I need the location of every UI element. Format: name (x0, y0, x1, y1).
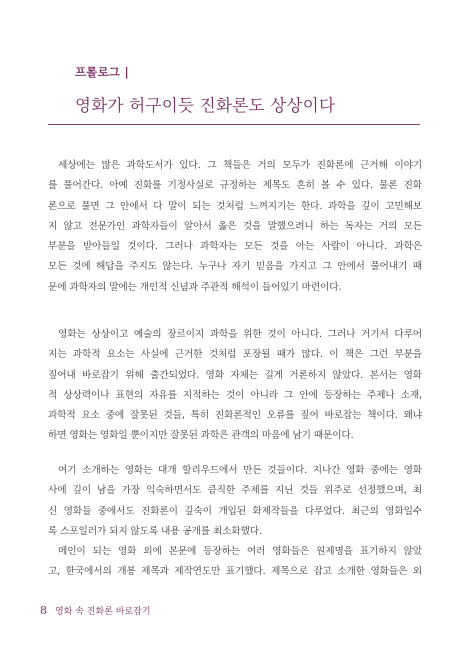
text-line: 부분을 받아들일 것이다. 그러나 과학자는 모든 것을 아는 사람이 아니다. 과학은 (48, 241, 422, 253)
text-line: 를 풀어간다. 아예 진화를 기정사실로 규정하는 제목도 흔히 볼 수 있다. 물론 진화 (48, 180, 422, 192)
text-line: 영화는 상상이고 예술의 장르이지 과학을 위한 것이 아니다. 그러나 거기서 다루어 (58, 329, 422, 340)
chapter-title: 영화가 허구이듯 진화론도 상상이다 (75, 96, 336, 115)
text-line: 과학적 요소 중에 잘못된 것들, 특히 진화론적인 오류를 짚어 바로잡는 책이다. 왜냐 (48, 410, 422, 422)
text-line: 사에 깊이 남을 가장 익숙하면서도 큼직한 주제를 지닌 것들 위주로 선정했으며, 최 (48, 485, 422, 497)
text-line: 하면 영화는 영화일 뿐이지만 잘못된 과학은 관객의 마음에 남기 때문이다. (48, 430, 354, 442)
text-line: 모든 것에 해답을 주지도 않는다. 누구나 자기 믿음을 가지고 그 안에서 풀어내기 때 (48, 261, 422, 273)
paragraph-3 (48, 461, 422, 583)
section-label: 프롤로그 | (75, 65, 129, 79)
text-line: 론으로 풀면 그 안에서 다 말이 되는 것처럼 느껴지기는 한다. 과학을 깊이 고민해보 (48, 200, 422, 212)
text-line: 적 상상력이나 표현의 자유를 지적하는 것이 아니라 그 안에 등장하는 주제나 소재, (48, 389, 422, 401)
title-divider (48, 124, 420, 125)
page-footer (40, 604, 151, 617)
text-line: 여기 소개하는 영화는 대개 할리우드에서 만든 것들이다. 지나간 영화 중에는 영화 (58, 465, 422, 476)
text-line: 록 스포일러가 되지 않도록 내용 공개를 최소화했다. (48, 525, 262, 537)
text-line: 짚어내 바로잡기 위해 출간되었다. 영화 자체는 길게 거론하지 않았다. 본서는 영화 (48, 369, 422, 381)
text-line: 고, 한국에서의 개봉 제목과 제작연도만 표기했다. 제목으로 잡고 소개한 영화들은 외 (48, 566, 422, 578)
paragraph-1 (48, 156, 422, 298)
text-line: 세상에는 많은 과학도서가 있다. 그 책들은 거의 모두가 진화론에 근거해 이야기 (58, 160, 422, 171)
text-line: 문에 과학자의 말에는 개인적 신념과 주관적 해석이 들어있기 마련이다. (48, 281, 342, 293)
text-line: 지 않고 전문가인 과학자들이 알아서 옳은 것을 말했으려니 하는 독자는 거의 모든 (48, 220, 422, 232)
text-line: 신 영화들 중에서도 진화론이 깊숙이 개입된 화제작들을 다루었다. 최근의 영화일수 (48, 505, 422, 517)
text-line: 메인이 되는 영화 외에 본문에 등장하는 여러 영화들은 원제명을 표기하지 않았 (58, 546, 422, 558)
text-line: 지는 과학적 요소는 사실에 근거한 것처럼 포장될 때가 많다. 이 책은 그런 부분을 (48, 349, 422, 361)
page-number: 8 (40, 604, 47, 617)
paragraph-2 (48, 325, 422, 447)
running-title: 영화 속 진화론 바로잡기 (55, 607, 151, 617)
